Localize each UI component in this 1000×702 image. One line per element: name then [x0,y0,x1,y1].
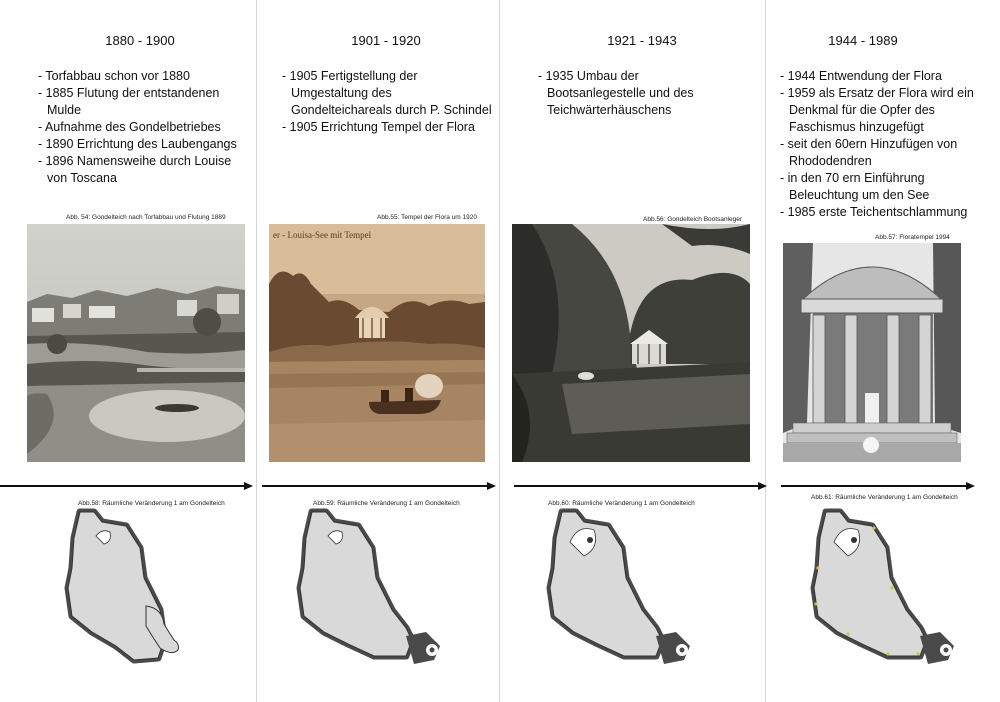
event-item: - 1896 Namensweihe durch Louise von Toscana [38,154,232,185]
photo-caption: Abb. 54: Gondelteich nach Torfabbau und Flutung 1889 [66,214,226,221]
historic-photo [27,224,245,462]
event-item: - 1905 Errichtung Tempel der Flora [282,120,475,134]
column-divider [765,0,766,702]
plan-caption: Abb.59: Räumliche Veränderung 1 am Gondelteich [313,500,460,507]
photo-inscription: er - Louisa-See mit Tempel [273,230,372,240]
pond-plan [808,508,968,678]
historic-photo [512,224,750,462]
period-title: 1921 - 1943 [607,33,677,48]
period-title: 1944 - 1989 [828,33,898,48]
photo-caption: Abb.55: Tempel der Flora um 1920 [377,214,477,221]
column-divider [499,0,500,702]
event-item: - 1959 als Ersatz der Flora wird ein Denkmal für die Opfer des Faschismus hinzugefügt [780,86,974,134]
event-item: - in den 70 ern Einführung Beleuchtung um den See [780,171,930,202]
event-item: - 1935 Umbau der Bootsanlegestelle und des Teichwärterhäuschens [538,69,694,117]
timeline-arrow [514,482,767,490]
event-item: - Aufnahme des Gondelbetriebes [38,120,221,134]
event-item: - 1944 Entwendung der Flora [780,69,942,83]
event-list [538,68,728,119]
pond-plan [544,508,704,678]
timeline-arrow [262,482,496,490]
event-list [282,68,492,136]
event-list [38,68,243,187]
period-title: 1880 - 1900 [105,33,175,48]
pond-plan [62,508,222,678]
timeline-arrow [781,482,975,490]
pond-plan [294,508,454,678]
event-item: - 1905 Fertigstellung der Umgestaltung des Gondelteichareals durch P. Schindel [282,69,492,117]
event-item: - 1890 Errichtung des Laubengangs [38,137,237,151]
event-item: - 1885 Flutung der entstandenen Mulde [38,86,220,117]
historic-photo [783,243,961,462]
plan-caption: Abb.61: Räumliche Veränderung 1 am Gondelteich [811,494,958,501]
historic-photo [269,224,485,462]
photo-caption: Abb.57: Floratempel 1994 [875,234,950,241]
event-list [780,68,985,221]
event-item: - seit den 60ern Hinzufügen von Rhododendren [780,137,958,168]
timeline-arrow [0,482,253,490]
plan-caption: Abb.58: Räumliche Veränderung 1 am Gondelteich [78,500,225,507]
photo-caption: Abb.56: Gondelteich Bootsanleger [643,216,743,223]
plan-caption: Abb.60: Räumliche Veränderung 1 am Gondelteich [548,500,695,507]
column-divider [256,0,257,702]
period-title: 1901 - 1920 [351,33,421,48]
event-item: - 1985 erste Teichentschlammung [780,205,968,219]
event-item: - Torfabbau schon vor 1880 [38,69,190,83]
